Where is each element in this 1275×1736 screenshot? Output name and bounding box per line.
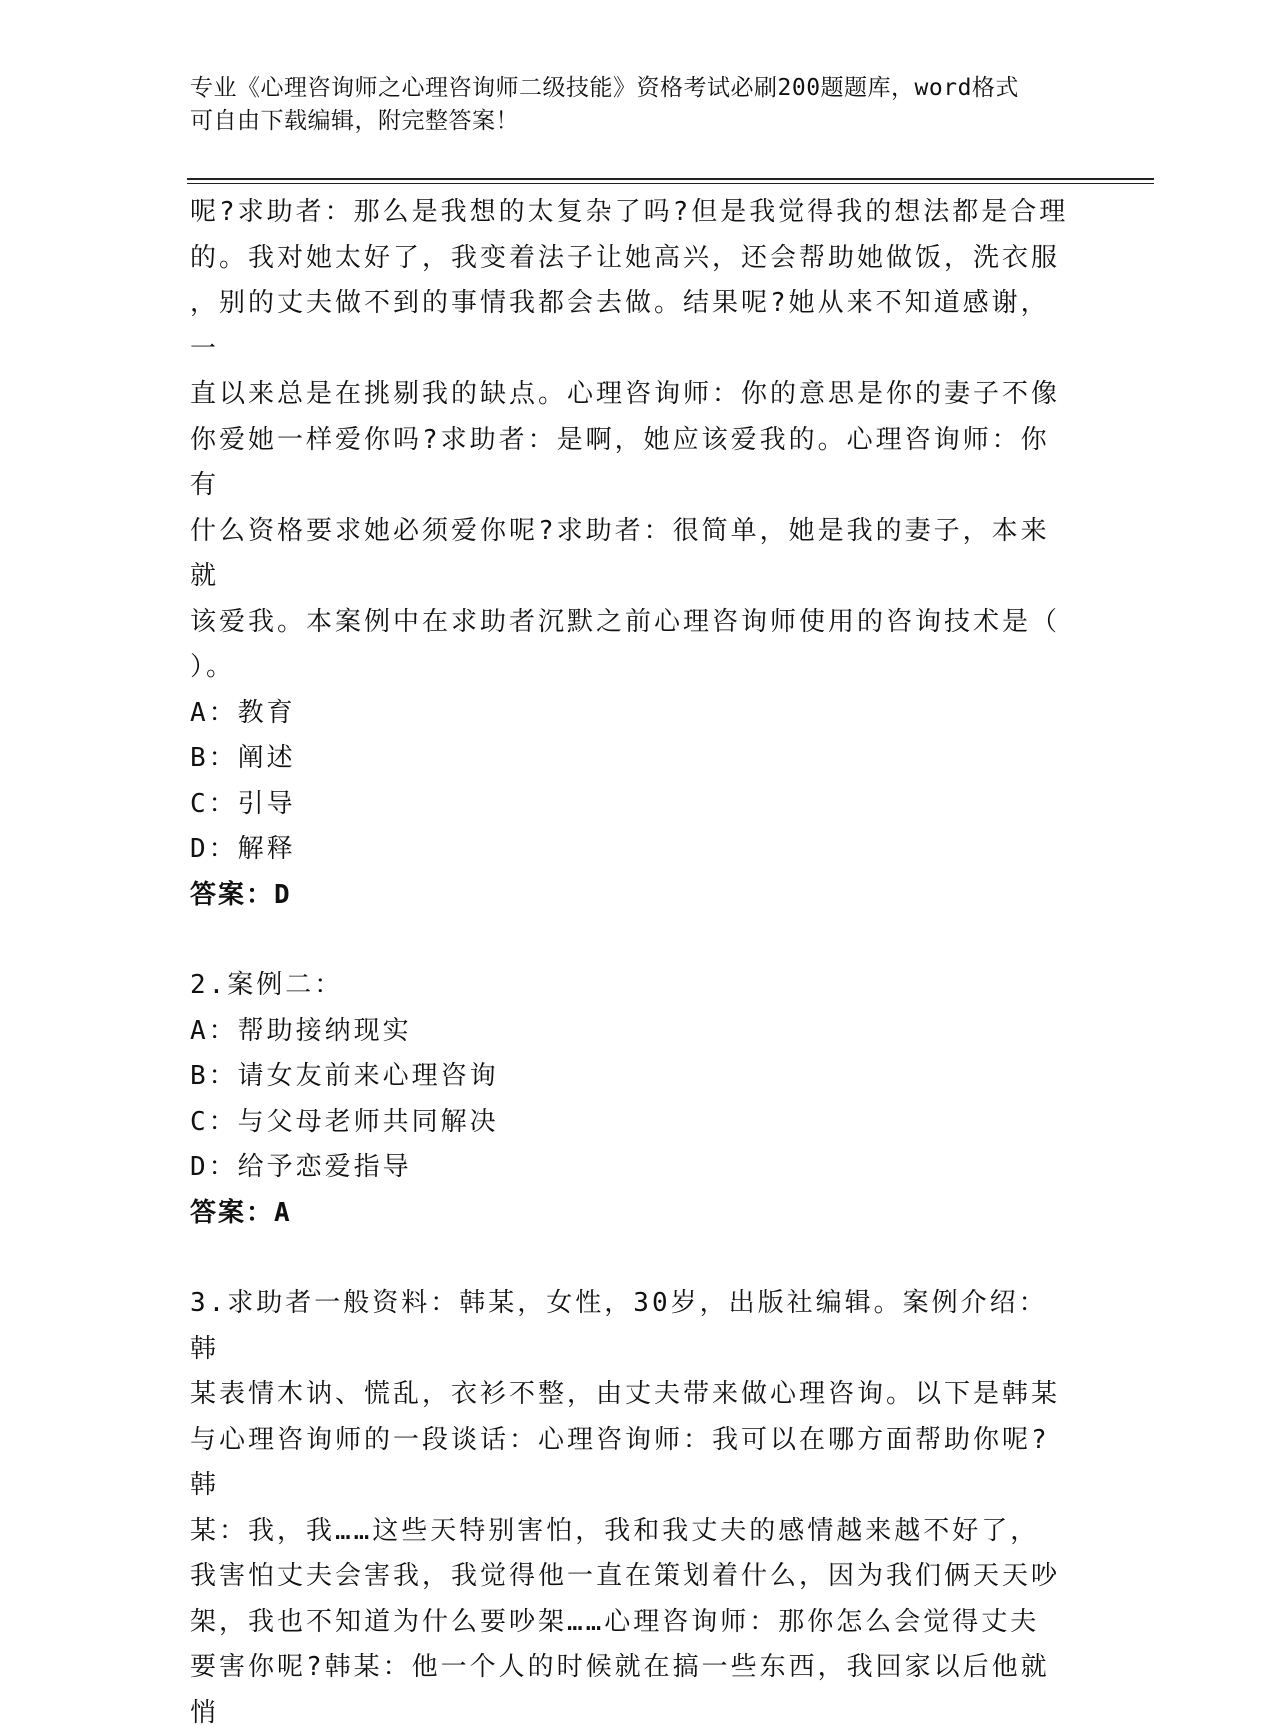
option-d: D：解释: [190, 834, 296, 864]
option-c: C：引导: [190, 788, 296, 819]
option-c: C：与父母老师共同解决: [190, 1106, 499, 1137]
question-2: [190, 963, 1070, 1236]
header-line-2: 可自由下载编辑，附完整答案！: [190, 108, 519, 134]
question-1: [190, 190, 1070, 918]
question-text-line: 架，我也不知道为什么要吵架……心理咨询师：那你怎么会觉得丈夫: [190, 1606, 1040, 1637]
question-3: [190, 1281, 1070, 1736]
question-text-line: 2.案例二：: [190, 970, 344, 1000]
question-text-line: 3.求助者一般资料：韩某，女性，30岁，出版社编辑。案例介绍：韩: [190, 1288, 1048, 1364]
question-text-line: 要害你呢?韩某：他一个人的时候就在搞一些东西，我回家以后他就悄: [190, 1652, 1050, 1728]
question-text-line: 某表情木讷、慌乱，衣衫不整，由丈夫带来做心理咨询。以下是韩某: [190, 1379, 1061, 1409]
header-divider-thin: [187, 183, 1154, 184]
header-divider: [187, 178, 1154, 180]
document-body: [190, 190, 1070, 1736]
page-header: [190, 72, 1090, 138]
question-text-line: 该爱我。本案例中在求助者沉默之前心理咨询师使用的咨询技术是（: [190, 606, 1061, 637]
question-text-line: 呢?求助者：那么是我想的太复杂了吗?但是我觉得我的想法都是合理: [190, 197, 1069, 227]
answer: 答案：D: [190, 879, 292, 910]
option-b: B：阐述: [190, 743, 296, 773]
question-text-line: 直以来总是在挑剔我的缺点。心理咨询师：你的意思是你的妻子不像: [190, 379, 1061, 409]
question-text-line: ，别的丈夫做不到的事情我都会去做。结果呢?她从来不知道感谢，一: [190, 288, 1050, 364]
question-text-line: 我害怕丈夫会害我，我觉得他一直在策划着什么，因为我们俩天天吵: [190, 1561, 1061, 1591]
option-d: D：给予恋爱指导: [190, 1152, 412, 1182]
question-text-line: 的。我对她太好了，我变着法子让她高兴，还会帮助她做饭，洗衣服: [190, 242, 1061, 273]
header-line-1: 专业《心理咨询师之心理咨询师二级技能》资格考试必刷200题题库，word格式: [190, 75, 1019, 101]
question-text-line: 什么资格要求她必须爱你呢?求助者：很简单，她是我的妻子，本来就: [190, 515, 1050, 591]
question-text-line: 与心理咨询师的一段谈话：心理咨询师：我可以在哪方面帮助你呢?韩: [190, 1424, 1050, 1500]
question-text-line: 你爱她一样爱你吗?求助者：是啊，她应该爱我的。心理咨询师：你有: [190, 424, 1050, 500]
question-text-line: 某：我，我……这些天特别害怕，我和我丈夫的感情越来越不好了，: [190, 1515, 1040, 1546]
question-text-line: ）。: [190, 652, 236, 682]
option-a: A：教育: [190, 697, 296, 728]
answer: 答案：A: [190, 1197, 292, 1228]
option-b: B：请女友前来心理咨询: [190, 1061, 499, 1091]
option-a: A：帮助接纳现实: [190, 1015, 412, 1046]
